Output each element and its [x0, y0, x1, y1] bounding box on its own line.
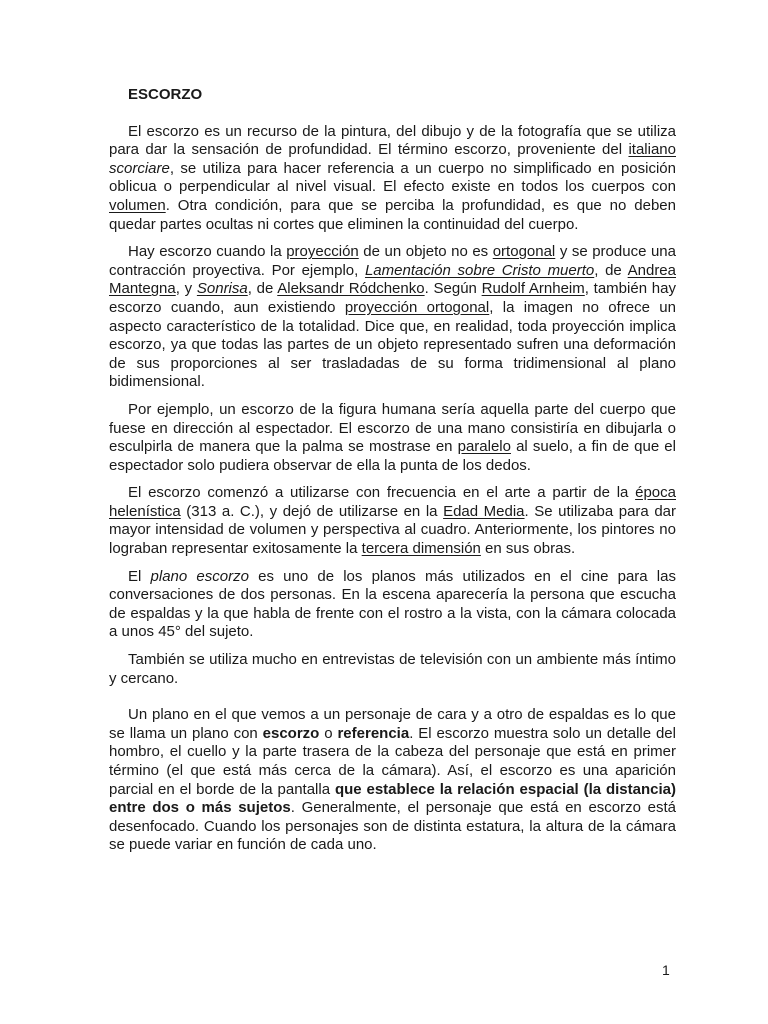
- paragraph-4: [109, 484, 676, 558]
- paragraph-6: [109, 651, 676, 688]
- text: También se utiliza mucho en entrevistas de televisión con un ambiente más íntimo y cercano.: [109, 651, 676, 687]
- bold-term: escorzo: [262, 724, 320, 742]
- link-volumen[interactable]: volumen: [109, 196, 166, 214]
- link-epoca-helenistica[interactable]: época helenística: [109, 484, 676, 520]
- paragraph-1: [109, 123, 676, 235]
- document-page: [109, 86, 676, 864]
- text: . El escorzo muestra solo un detalle del hombro, el cuello y la parte trasera de la cabeza del personaje que está en primer término (el que está más cerca de la cámara). Así, el escorzo es una aparición parcial en el borde de la pantalla: [109, 724, 676, 798]
- link-proyeccion-ortogonal[interactable]: proyección ortogonal: [344, 298, 490, 316]
- bold-term: referencia: [337, 724, 410, 742]
- link-rudolf-arnheim[interactable]: Rudolf Arnheim: [481, 280, 585, 298]
- text: al suelo, a fin de que el espectador solo pudiera observar de ella la punta de los dedos.: [109, 438, 676, 474]
- text: El: [128, 567, 151, 585]
- text: . Otra condición, para que se perciba la profundidad, es que no deben quedar partes ocultas ni cortes que eliminen la continuidad del cuerpo.: [109, 196, 676, 233]
- text: , de: [247, 280, 278, 298]
- link-proyeccion[interactable]: proyección: [286, 243, 359, 261]
- text: y se produce una contracción proyectiva. Por ejemplo,: [109, 243, 676, 279]
- text: , se utiliza para hacer referencia a un cuerpo no simplificado en posición oblicua o perpendicular al nivel visual. El efecto existe en todos los cuerpos con: [109, 159, 676, 196]
- link-tercera-dimension[interactable]: tercera dimensión: [361, 540, 481, 558]
- text: , y: [175, 280, 197, 298]
- text: El escorzo comenzó a utilizarse con frecuencia en el arte a partir de la: [128, 484, 636, 502]
- paragraph-2: [109, 243, 676, 392]
- paragraph-7: [109, 706, 676, 855]
- link-sonrisa[interactable]: [197, 280, 248, 297]
- paragraph-5: [109, 568, 676, 642]
- link-andrea-mantegna[interactable]: Andrea Mantegna: [109, 261, 676, 298]
- link-ortogonal[interactable]: ortogonal: [492, 243, 556, 261]
- text: (313 a. C.), y dejó de utilizarse en la: [180, 502, 444, 520]
- text: Un plano en el que vemos a un personaje de cara y a otro de espaldas es lo que se llama un plano con: [109, 706, 676, 742]
- text: de un objeto no es: [358, 243, 493, 261]
- text: . Según: [424, 280, 482, 298]
- text: es uno de los planos más utilizados en el cine para las conversaciones de dos personas. En la escena aparecería la persona que escucha de espaldas y la que habla de frente con el rostro a la vista, con la cámara colocada a unos 45° del sujeto.: [109, 567, 676, 641]
- bold-phrase: que establece la relación espacial (la distancia) entre dos o más sujetos: [109, 780, 676, 817]
- italic-term: plano escorzo: [150, 567, 249, 585]
- text: Por ejemplo, un escorzo de la figura humana sería aquella parte del cuerpo que fuese en dirección al espectador. El escorzo de una mano consistiría en dibujarla o esculpirla de manera que la palma se mostrase en: [109, 400, 676, 456]
- document-title: ESCORZO: [128, 86, 203, 103]
- link-aleksandr-rodchenko[interactable]: Aleksandr Ródchenko: [277, 280, 425, 298]
- text: El escorzo es un recurso de la pintura, del dibujo y de la fotografía que se utiliza para dar la sensación de profundidad. El término escorzo, proveniente del: [109, 122, 676, 159]
- text: , también hay escorzo cuando, aun existiendo: [109, 280, 676, 316]
- page-number: 1: [662, 962, 670, 978]
- text: o: [319, 724, 338, 742]
- text: . Se utilizaba para dar mayor intensidad de volumen y perspectiva al cuadro. Anteriormente, los pintores no lograban representar exitosamente la: [109, 502, 677, 558]
- link-lamentacion-text: Lamentación sobre Cristo muerto: [364, 261, 595, 279]
- italic-term: scorciare: [109, 159, 170, 177]
- text: en sus obras.: [480, 540, 576, 558]
- link-lamentacion[interactable]: [365, 262, 594, 279]
- text: , la imagen no ofrece un aspecto característico de la totalidad. Dice que, en realidad, toda proyección implica escorzo, ya que todas las partes de un objeto representado sufren una deformación de sus proporciones al ser trasladadas de su forma tridimensional al plano bidimensional.: [109, 298, 676, 391]
- text: . Generalmente, el personaje que está en escorzo está desenfocado. Cuando los personajes son de distinta estatura, la altura de la cámara se puede variar en función de cada uno.: [109, 799, 676, 854]
- link-paralelo[interactable]: paralelo: [457, 438, 511, 456]
- text: , de: [594, 261, 628, 279]
- paragraph-3: [109, 401, 676, 475]
- link-sonrisa-text: Sonrisa: [196, 280, 248, 298]
- link-edad-media[interactable]: Edad Media: [443, 502, 525, 520]
- link-italiano[interactable]: italiano: [628, 141, 676, 159]
- text: Hay escorzo cuando la: [128, 243, 287, 261]
